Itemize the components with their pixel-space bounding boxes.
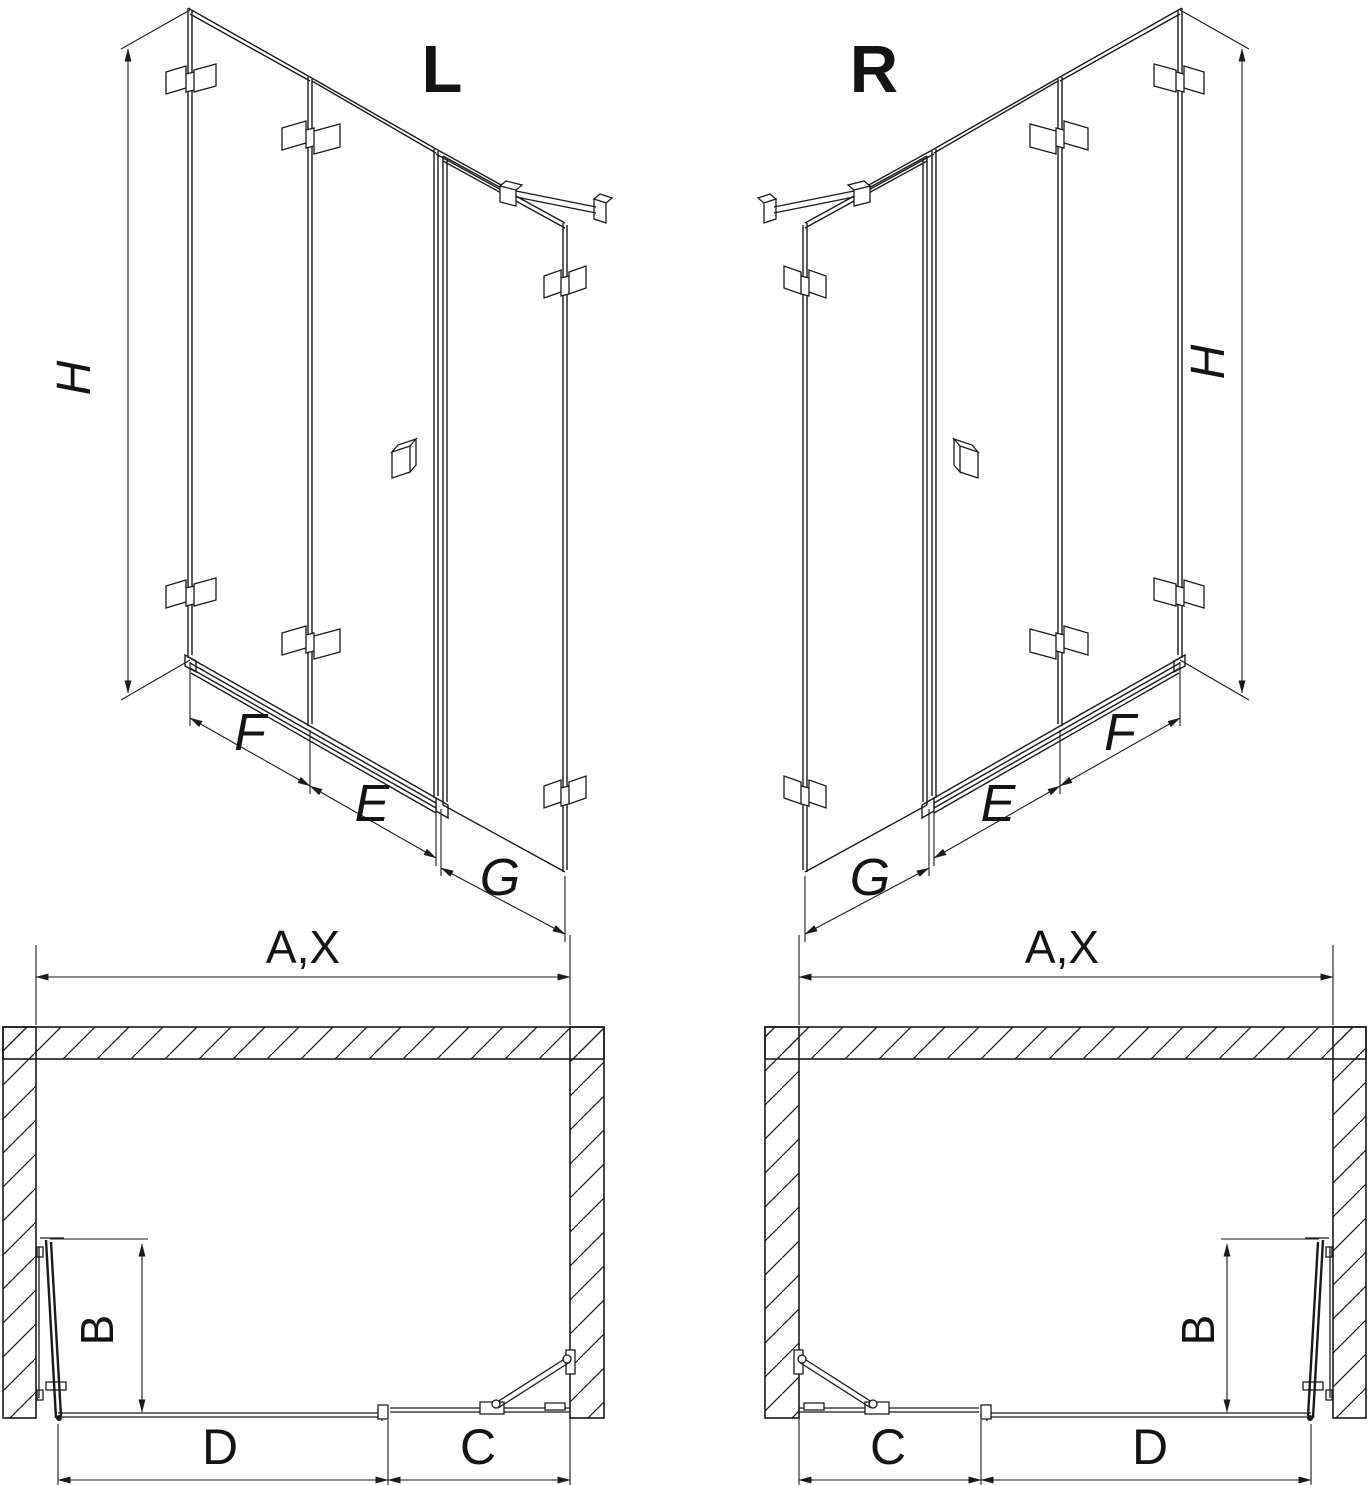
panel-dim-e-right: E bbox=[980, 775, 1016, 833]
fold-depth-label-right: B bbox=[1172, 1314, 1224, 1346]
total-width-label-left: A,X bbox=[265, 921, 341, 973]
door-pivot-point bbox=[56, 1415, 62, 1421]
opening-dim-label-left: D bbox=[201, 1419, 239, 1475]
height-dim-label-right: H bbox=[1182, 344, 1235, 380]
plan-left-top-wall-hatch bbox=[3, 1027, 604, 1059]
wall-bracket-top-icon bbox=[166, 64, 216, 94]
panel-bracket-bottom-icon bbox=[544, 776, 586, 808]
hinge-top-icon bbox=[282, 121, 340, 154]
panel-bracket-top-icon bbox=[544, 266, 586, 298]
labels bbox=[48, 32, 1235, 1475]
total-width-label-right: A,X bbox=[1024, 921, 1100, 973]
fixed-panel-dim-label-left: C bbox=[459, 1419, 497, 1475]
wall-bracket-bottom-icon bbox=[166, 578, 216, 608]
plan-left-left-wall-hatch bbox=[3, 1027, 36, 1418]
wall-hatching bbox=[3, 1027, 1366, 1418]
variant-label-right: R bbox=[849, 32, 899, 107]
height-dim-label-left: H bbox=[48, 360, 101, 396]
folded-door-profile bbox=[37, 1247, 43, 1400]
plan-right-right-wall-hatch bbox=[1333, 1027, 1366, 1418]
arm-joint-wall bbox=[563, 1355, 571, 1363]
variant-label-left: L bbox=[421, 32, 463, 107]
panel-dim-g-left: G bbox=[479, 849, 521, 907]
fixed-panel-dim-label-right: C bbox=[869, 1419, 907, 1475]
bottom-rail bbox=[185, 655, 448, 818]
arm-joint-panel bbox=[492, 1400, 500, 1408]
support-arm-plan bbox=[494, 1358, 570, 1408]
plan-right-top-wall-hatch bbox=[765, 1027, 1366, 1059]
panel-dim-f-right: F bbox=[1104, 704, 1136, 762]
panel-dim-f-left: F bbox=[234, 704, 266, 762]
panel-dim-g-right: G bbox=[849, 849, 891, 907]
plan-view-geometry bbox=[3, 935, 604, 1485]
plan-view-right-mirrored bbox=[765, 935, 1366, 1485]
panel-dim-e-left: E bbox=[354, 775, 390, 833]
door-handle-icon bbox=[392, 439, 416, 478]
folded-door-panels bbox=[46, 1240, 61, 1418]
fold-depth-label-left: B bbox=[71, 1314, 123, 1346]
opening-dim-label-right: D bbox=[1131, 1419, 1169, 1475]
hinge-bottom-icon bbox=[282, 626, 340, 659]
